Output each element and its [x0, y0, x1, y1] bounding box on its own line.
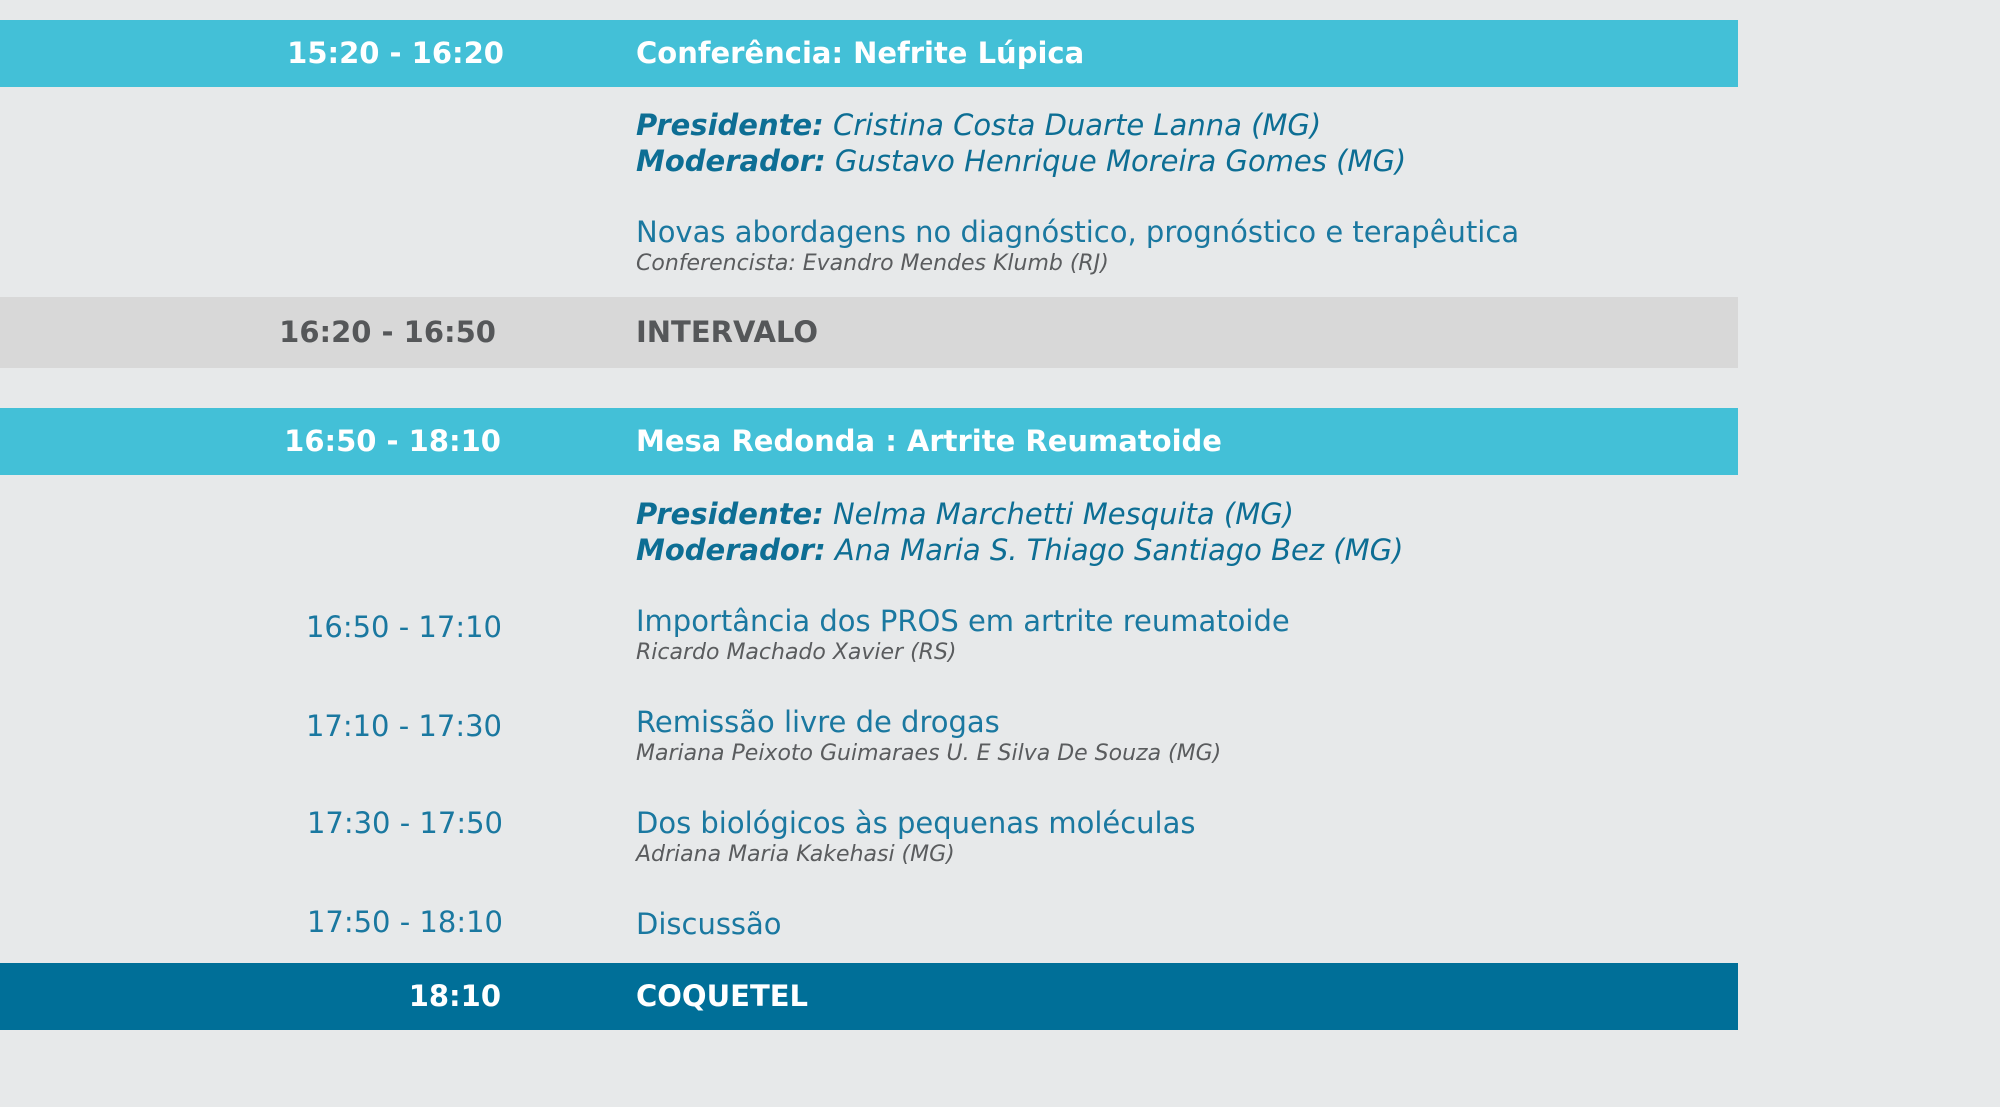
session-title: COQUETEL [636, 979, 809, 1013]
moderator-line [636, 532, 1403, 568]
session-title: INTERVALO [636, 315, 819, 349]
session-time: 16:20 - 16:50 [279, 315, 496, 349]
talk-title: Discussão [636, 907, 782, 941]
session-header-intervalo [0, 297, 1738, 368]
moderator-name: Gustavo Henrique Moreira Gomes (MG) [834, 144, 1407, 178]
moderator-label: Moderador: [636, 144, 826, 178]
president-line [636, 496, 1294, 532]
session-title: Mesa Redonda : Artrite Reumatoide [636, 424, 1222, 458]
talk-time: 17:10 - 17:30 [305, 709, 502, 743]
talk-time: 17:50 - 18:10 [306, 905, 503, 939]
session-time: 18:10 [408, 979, 501, 1013]
president-line [636, 107, 1321, 143]
talk-speaker: Mariana Peixoto Guimaraes U. E Silva De Souza (MG) [636, 741, 1222, 766]
talk-time: 16:50 - 17:10 [305, 610, 502, 644]
president-name: Cristina Costa Duarte Lanna (MG) [832, 108, 1322, 142]
session-title: Conferência: Nefrite Lúpica [636, 36, 1085, 70]
session-header-coquetel [0, 963, 1738, 1030]
moderator-line [636, 143, 1406, 179]
session-header-artrite [0, 408, 1738, 475]
session-header-nefrite [0, 20, 1738, 87]
talk-speaker: Adriana Maria Kakehasi (MG) [636, 842, 955, 867]
moderator-name: Ana Maria S. Thiago Santiago Bez (MG) [834, 533, 1404, 567]
talk-time: 17:30 - 17:50 [306, 806, 503, 840]
session-time: 16:50 - 18:10 [284, 424, 501, 458]
talk-title: Dos biológicos às pequenas moléculas [636, 806, 1196, 840]
talk-speaker: Conferencista: Evandro Mendes Klumb (RJ) [636, 251, 1109, 276]
talk-title: Importância dos PROS em artrite reumatoide [636, 604, 1290, 638]
talk-speaker: Ricardo Machado Xavier (RS) [636, 640, 957, 665]
talk-title: Novas abordagens no diagnóstico, prognóstico e terapêutica [636, 215, 1520, 249]
moderator-label: Moderador: [636, 533, 826, 567]
president-label: Presidente: [636, 108, 824, 142]
session-time: 15:20 - 16:20 [287, 36, 504, 70]
president-label: Presidente: [636, 497, 824, 531]
president-name: Nelma Marchetti Mesquita (MG) [832, 497, 1294, 531]
talk-title: Remissão livre de drogas [636, 705, 1000, 739]
